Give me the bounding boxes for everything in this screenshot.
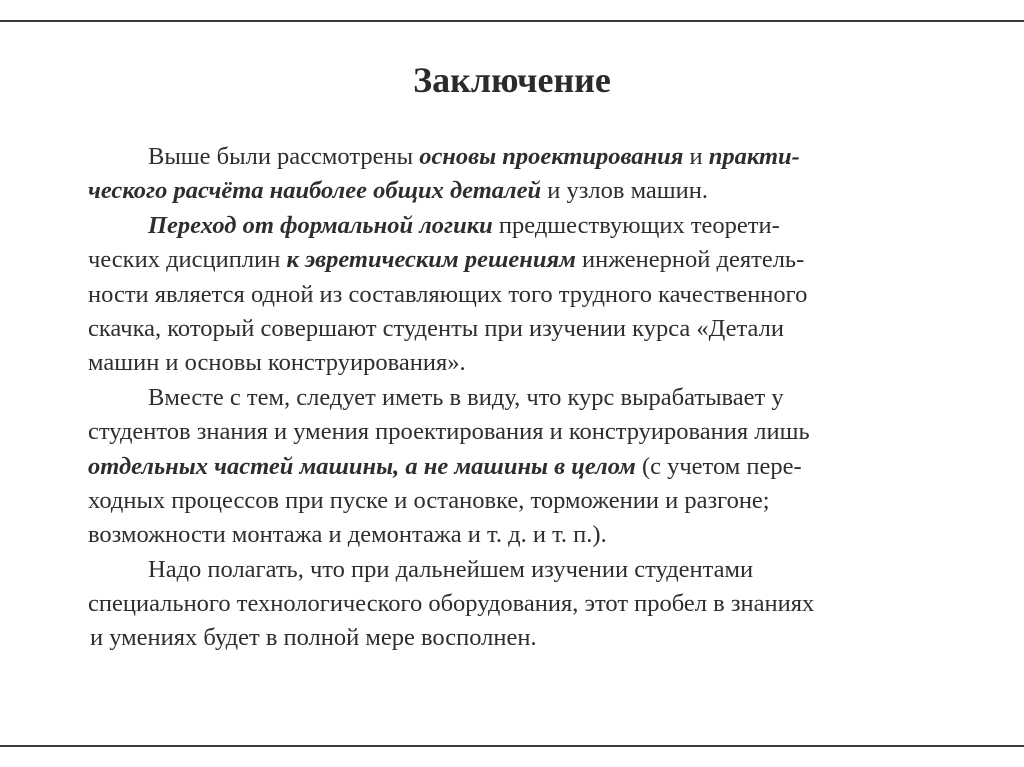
top-divider [0,20,1024,22]
text-line [88,278,968,312]
text-line [88,587,968,621]
text-run: Выше были рассмотрены [148,143,420,170]
text-line [88,621,968,655]
text-run: ности является одной из составляющих того трудного качественного [88,280,808,308]
text-run: Вместе с тем, следует иметь в виду, что курс вырабатывает у [148,383,784,411]
text-line [88,450,968,484]
emphasized-phrase: ческого расчёта наиболее общих деталей [88,177,542,205]
text-run: ческих дисциплин [88,246,287,274]
text-line [88,243,968,277]
page-title: Заключение [413,60,611,100]
bottom-divider [0,745,1024,747]
body-text [88,140,968,656]
text-run: машин и основы конструирования». [88,349,466,377]
text-line [88,209,968,243]
text-line [88,518,968,552]
text-run: (с учетом пере- [635,452,802,480]
emphasized-phrase: отдельных частей машины, а не машины в целом [88,452,636,480]
text-run: ходных процессов при пуске и остановке, торможении и разгоне; [88,486,770,514]
text-run: инженерной деятель- [575,246,805,274]
text-line [88,415,968,449]
text-line [88,381,968,415]
text-line [88,174,968,208]
text-run: возможности монтажа и демонтажа и т. д. и т. п.). [88,521,607,549]
text-line [88,553,968,587]
text-run: и [683,143,709,170]
text-line [88,484,968,518]
text-line [88,346,968,380]
text-run: предшествующих теорети- [492,211,780,239]
text-run: Надо полагать, что при дальнейшем изучении студентами [148,555,754,583]
emphasized-phrase: Переход от формальной логики [148,211,493,239]
text-run: и узлов машин. [541,177,708,205]
text-run: специального технологического оборудования, этот пробел в знаниях [88,590,815,618]
text-line [88,140,968,174]
emphasized-phrase: основы проектирования [419,143,684,170]
text-line [88,312,968,346]
emphasized-phrase: практи- [708,143,800,170]
text-run: и умениях будет в полной мере восполнен. [90,624,537,652]
emphasized-phrase: к эвретическим решениям [286,246,576,274]
text-run: студентов знания и умения проектирования и конструирования лишь [88,418,810,446]
text-run: скачка, который совершают студенты при изучении курса «Детали [88,314,784,342]
